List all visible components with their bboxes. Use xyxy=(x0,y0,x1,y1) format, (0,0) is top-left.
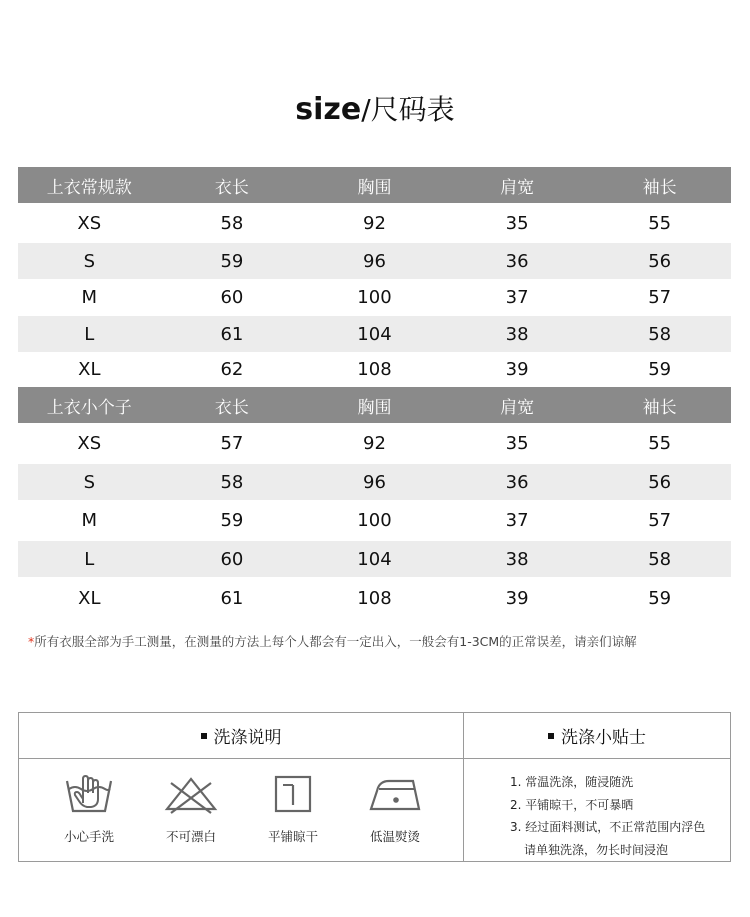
col-chest: 胸围 xyxy=(357,397,392,418)
table-row xyxy=(18,279,731,316)
value-cell: 36 xyxy=(505,250,529,272)
tips-list xyxy=(510,771,730,861)
value-cell: 59 xyxy=(648,359,672,380)
value-cell: 108 xyxy=(357,359,392,380)
title-cn: /尺码表 xyxy=(361,93,455,126)
value-cell: 39 xyxy=(505,359,529,380)
value-cell: 37 xyxy=(505,287,529,308)
value-cell: 60 xyxy=(220,287,244,308)
value-cell: 37 xyxy=(505,510,529,531)
tip-item: 请单独洗涤，勿长时间浸泡 xyxy=(524,842,669,857)
care-item xyxy=(248,773,338,845)
size-cell: XL xyxy=(78,587,101,609)
value-cell: 92 xyxy=(363,433,386,454)
wash-title: 洗涤说明 xyxy=(213,728,282,748)
table-row xyxy=(18,500,731,541)
value-cell: 57 xyxy=(648,510,672,531)
icon-label: 小心手洗 xyxy=(63,829,114,844)
value-cell: 96 xyxy=(363,471,386,493)
value-cell: 56 xyxy=(648,471,672,493)
wash-tips-header xyxy=(464,713,730,758)
care-icons xyxy=(19,773,463,861)
value-cell: 59 xyxy=(220,250,244,272)
table-row xyxy=(18,423,731,464)
value-cell: 55 xyxy=(648,433,672,454)
table-row xyxy=(18,203,731,243)
size-cell: L xyxy=(84,323,95,345)
divider-horizontal xyxy=(19,758,730,759)
value-cell: 36 xyxy=(505,471,529,493)
no-bleach-icon xyxy=(163,773,219,815)
size-cell: S xyxy=(83,250,96,272)
care-item xyxy=(44,773,134,845)
value-cell: 59 xyxy=(648,587,672,609)
value-cell: 104 xyxy=(357,548,392,570)
col-length: 衣长 xyxy=(214,397,249,418)
value-cell: 92 xyxy=(363,212,386,234)
value-cell: 100 xyxy=(357,287,392,308)
value-cell: 38 xyxy=(505,548,529,570)
size-cell: S xyxy=(83,471,96,493)
note-star: * xyxy=(28,634,35,649)
col-shoulder: 肩宽 xyxy=(500,177,535,198)
value-cell: 108 xyxy=(357,587,392,609)
table-label: 上衣小个子 xyxy=(46,397,132,418)
value-cell: 62 xyxy=(220,359,244,380)
size-cell: XL xyxy=(78,359,101,380)
value-cell: 61 xyxy=(220,323,244,345)
value-cell: 55 xyxy=(648,212,672,234)
value-cell: 96 xyxy=(363,250,386,272)
icon-label: 不可漂白 xyxy=(165,829,216,844)
title-en: size xyxy=(295,92,362,127)
table-label: 上衣常规款 xyxy=(46,177,132,198)
col-sleeve: 袖长 xyxy=(642,397,677,418)
value-cell: 100 xyxy=(357,510,392,531)
dry-flat-icon xyxy=(271,773,315,815)
low-iron-icon xyxy=(365,773,425,815)
icon-label: 平铺晾干 xyxy=(267,829,318,844)
size-cell: XS xyxy=(77,433,102,454)
value-cell: 35 xyxy=(505,433,529,454)
col-sleeve: 袖长 xyxy=(642,177,677,198)
value-cell: 35 xyxy=(505,212,529,234)
size-cell: M xyxy=(81,510,98,531)
square-bullet-icon xyxy=(201,733,207,739)
tips-title: 洗涤小贴士 xyxy=(561,728,646,748)
size-cell: XS xyxy=(77,212,102,234)
value-cell: 56 xyxy=(648,250,672,272)
table-row xyxy=(18,316,731,352)
value-cell: 57 xyxy=(648,287,672,308)
table-header-row xyxy=(18,387,731,423)
icon-label: 低温熨烫 xyxy=(369,829,420,844)
table-row xyxy=(18,541,731,577)
note-text: 所有衣服全部为手工测量，在测量的方法上每个人都会有一定出入，一般会有1-3CM的正常误差，请亲们谅解 xyxy=(34,634,637,649)
value-cell: 60 xyxy=(220,548,244,570)
col-chest: 胸围 xyxy=(357,177,392,198)
table-row xyxy=(18,577,731,619)
value-cell: 58 xyxy=(220,212,244,234)
value-cell: 104 xyxy=(357,323,392,345)
size-table-petite xyxy=(18,387,731,619)
table-row xyxy=(18,243,731,279)
table-header-row xyxy=(18,167,731,203)
care-panel xyxy=(18,712,731,862)
value-cell: 61 xyxy=(220,587,244,609)
care-item xyxy=(146,773,236,845)
value-cell: 57 xyxy=(220,433,244,454)
tip-item: 3. 经过面料测试，不正常范围内浮色 xyxy=(510,820,706,834)
square-bullet-icon xyxy=(548,733,554,739)
tip-item: 2. 平铺晾干，不可暴晒 xyxy=(510,797,634,812)
value-cell: 39 xyxy=(505,587,529,609)
table-row xyxy=(18,352,731,387)
table-row xyxy=(18,464,731,500)
size-cell: M xyxy=(81,287,98,308)
size-cell: L xyxy=(84,548,95,570)
value-cell: 58 xyxy=(648,548,672,570)
wash-instructions-header xyxy=(19,713,463,758)
page-title xyxy=(0,88,750,128)
hand-wash-icon xyxy=(63,773,115,815)
col-length: 衣长 xyxy=(214,177,249,198)
value-cell: 59 xyxy=(220,510,244,531)
care-item xyxy=(350,773,440,845)
measurement-note xyxy=(28,632,637,650)
col-shoulder: 肩宽 xyxy=(500,397,535,418)
value-cell: 38 xyxy=(505,323,529,345)
size-table-regular xyxy=(18,167,731,387)
tip-item: 1. 常温洗涤，随浸随洗 xyxy=(510,775,634,789)
value-cell: 58 xyxy=(220,471,244,493)
value-cell: 58 xyxy=(648,323,672,345)
